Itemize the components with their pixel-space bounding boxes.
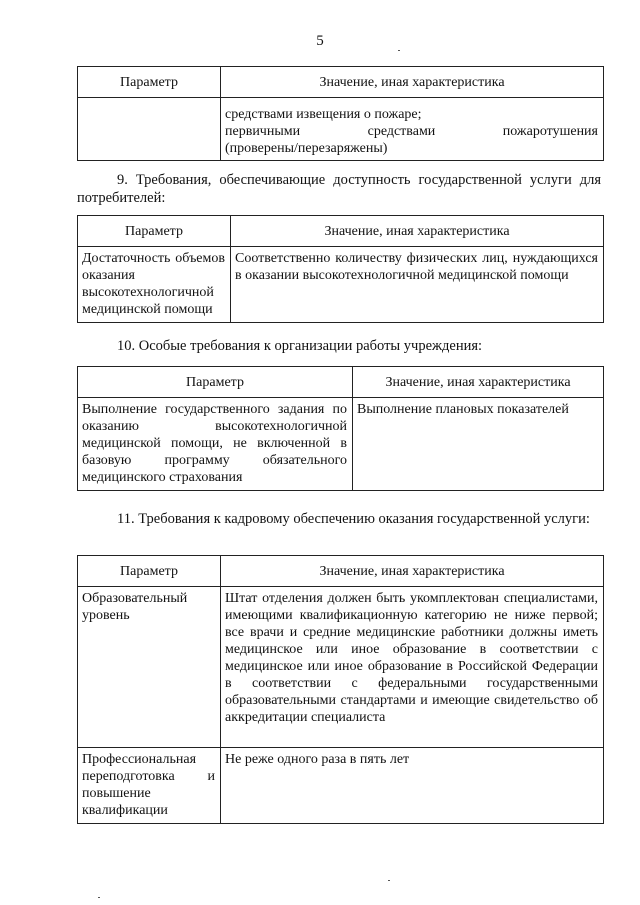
value-line: (проверены/перезаряжены) (225, 141, 388, 156)
section-9-heading: 9. Требования, обеспечивающие доступность государственной услуги для потребителей: (77, 172, 601, 206)
scan-speck (388, 880, 390, 881)
value-line: первичными средствами пожаротушения (225, 124, 598, 139)
table-row (78, 748, 604, 824)
table-section-9 (77, 215, 604, 323)
section-10-heading: 10. Особые требования к организации работы учреждения: (117, 338, 483, 354)
table-header-row (78, 67, 604, 98)
section-11-heading: 11. Требования к кадровому обеспечению оказания государственной услуги: (117, 511, 590, 527)
cell-value (221, 98, 604, 161)
header-parameter: Параметр (78, 556, 221, 587)
scan-speck (98, 897, 100, 898)
table-header-row (78, 556, 604, 587)
cell-value: Штат отделения должен быть укомплектован специалистами, имеющими квалификационную категорию не ниже первой; все врачи и средние медицинские работники должны иметь медицинское или иное образование в соответствии с медицинское или иное образование в Российской Федерации в соответствии с федеральными государственными образовательными стандартами и имеющие свидетельство об аккредитации специалиста (221, 587, 604, 748)
cell-parameter: Выполнение государственного задания по оказанию высокотехнологичной медицинской помощи, не включенной в базовую программу обязательного медицинского страхования (78, 398, 353, 491)
table-header-row (78, 216, 604, 247)
cell-parameter: Профессиональная переподготовка и повышение квалификации (78, 748, 221, 824)
table-top (77, 66, 604, 161)
header-value: Значение, иная характеристика (221, 556, 604, 587)
table-row (78, 98, 604, 161)
page-number: 5 (316, 33, 324, 49)
cell-parameter: Образовательный уровень (78, 587, 221, 748)
table-header-row (78, 367, 604, 398)
table-row (78, 247, 604, 323)
cell-value: Выполнение плановых показателей (353, 398, 604, 491)
cell-parameter (78, 98, 221, 161)
table-section-10 (77, 366, 604, 491)
header-value: Значение, иная характеристика (353, 367, 604, 398)
table-section-11 (77, 555, 604, 824)
value-line: средствами извещения о пожаре; (225, 107, 422, 122)
header-parameter: Параметр (78, 67, 221, 98)
table-row (78, 398, 604, 491)
cell-parameter: Достаточность объемов оказания высокотехнологичной медицинской помощи (78, 247, 231, 323)
header-value: Значение, иная характеристика (221, 67, 604, 98)
table-row (78, 587, 604, 748)
cell-value: Не реже одного раза в пять лет (221, 748, 604, 824)
scan-speck (398, 50, 400, 51)
cell-value: Соответственно количеству физических лиц, нуждающихся в оказании высокотехнологичной медицинской помощи (231, 247, 604, 323)
header-parameter: Параметр (78, 367, 353, 398)
header-value: Значение, иная характеристика (231, 216, 604, 247)
header-parameter: Параметр (78, 216, 231, 247)
